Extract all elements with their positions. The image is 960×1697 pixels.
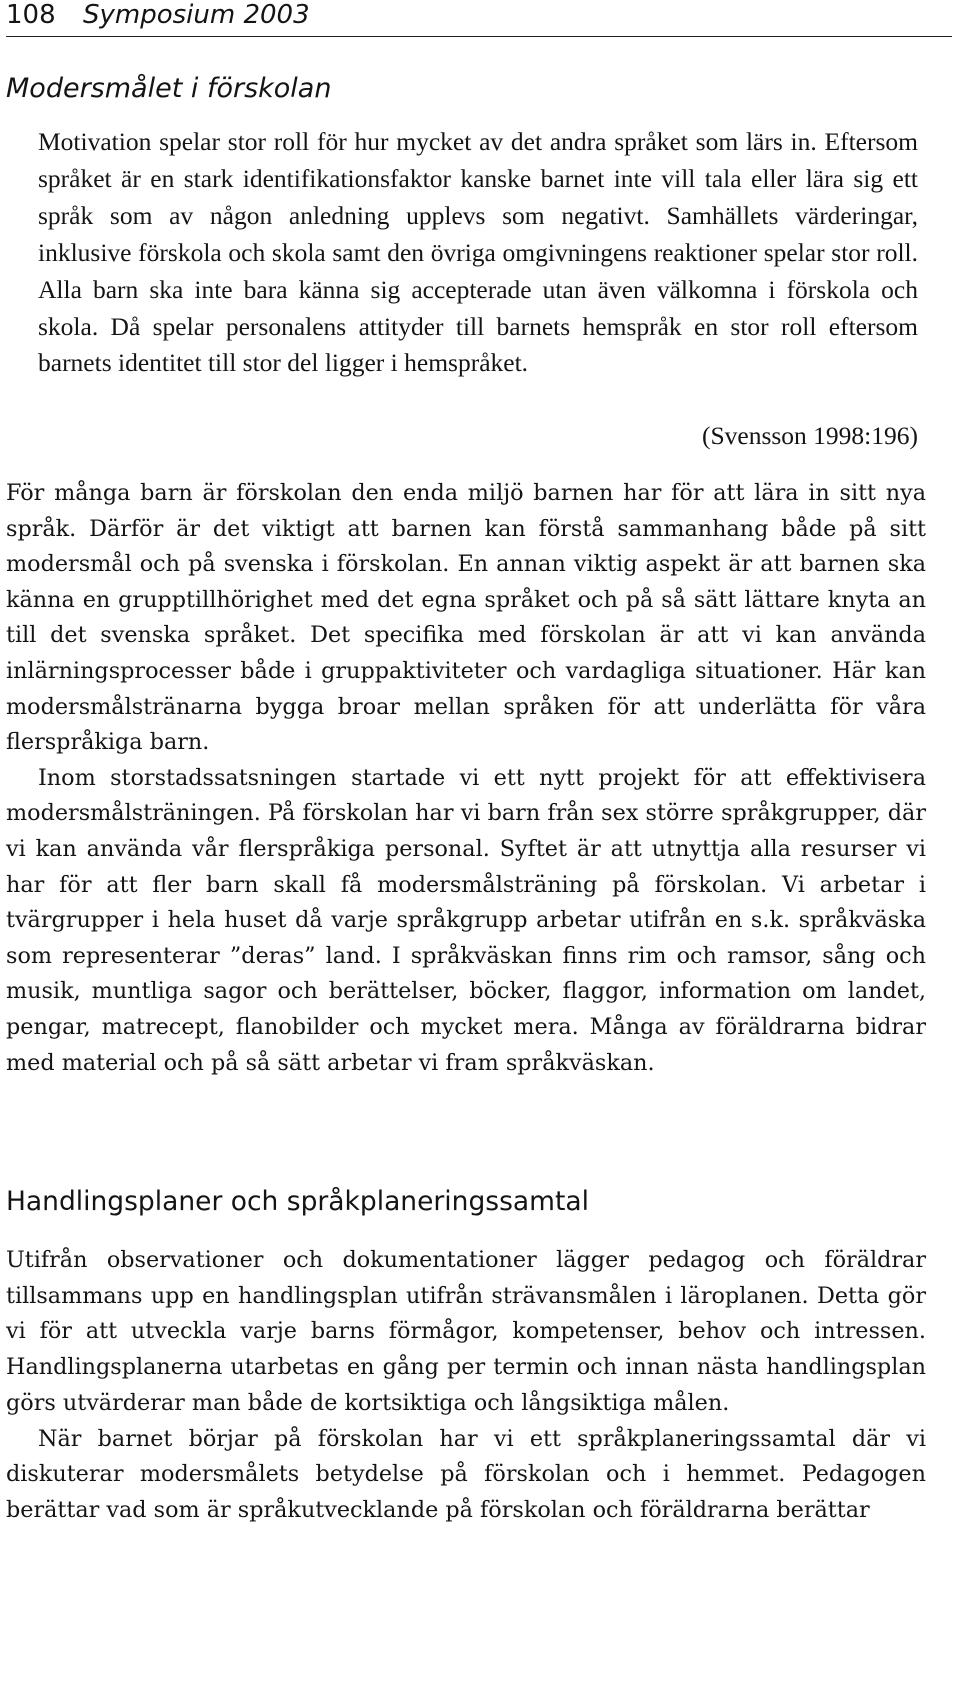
section-heading-modersmalet: Modersmålet i förskolan — [6, 73, 332, 104]
paragraph: Utifrån observationer och dokumentationer lägger pedagog och föräldrar tillsammans upp en handlingsplan utifrån strävansmålen i läroplanen. Detta gör vi för att utveckla varje barns förmågor, kompetenser, behov och intressen. Handlingsplanerna utarbetas en gång per termin och innan nästa handlingsplan görs utvärderar man både de kortsiktiga och långsiktiga målen. — [6, 1247, 926, 1416]
block-quote — [38, 124, 918, 382]
section2-body — [6, 1243, 926, 1529]
page-header — [6, 0, 952, 37]
quote-text: Motivation spelar stor roll för hur mycket av det andra språket som lärs in. Eftersom språket är en stark identifikationsfaktor kanske barnet inte vill tala eller lära sig ett språk som av någon anledning upplevs som negativt. Samhällets värderingar, inklusive förskola och skola samt den övriga omgivningens reaktioner spelar stor roll. Alla barn ska inte bara känna sig accepterade utan även välkomna i förskola och skola. Då spelar personalens attityder till barnets hemspråk en stor roll eftersom barnets identitet till stor del ligger i hemspråket. — [38, 127, 918, 378]
quote-citation: (Svensson 1998:196) — [701, 421, 918, 450]
paragraph: För många barn är förskolan den enda miljö barnen har för att lära in sitt nya språk. Därför är det viktigt att barnen kan förstå sammanhang både på sitt modersmål och på svenska i förskolan. En annan viktig aspekt är att barnen ska känna en grupptillhörighet med det egna språket och på så sätt lättare knyta an till det svenska språket. Det specifika med förskolan är att vi kan använda inlärningsprocesser både i gruppaktiviteter och vardagliga situationer. Här kan modersmålstränarna bygga broar mellan språken för att underlätta för våra flerspråkiga barn. — [6, 480, 926, 756]
paragraph: Inom storstadssatsningen startade vi ett nytt projekt för att effektivisera modersmålsträningen. På förskolan har vi barn från sex större språkgrupper, där vi kan använda vår flerspråkiga personal. Syftet är att utnyttja alla resurser vi har för att fler barn skall få modersmålsträning på förskolan. Vi arbetar i tvärgrupper i hela huset då varje språkgrupp arbetar utifrån en s.k. språkväska som representerar ”deras” land. I språkväskan finns rim och ramsor, sång och musik, muntliga sagor och berättelser, böcker, flaggor, information om landet, pengar, matrecept, flanobilder och mycket mera. Många av föräldrarna bidrar med material och på så sätt arbetar vi fram språkväskan. — [6, 764, 926, 1076]
paragraph: När barnet börjar på förskolan har vi ett språkplaneringssamtal där vi diskuterar modersmålets betydelse på förskolan och i hemmet. Pedagogen berättar vad som är språkutvecklande på förskolan och föräldrarna berättar — [6, 1425, 926, 1523]
section1-body — [6, 476, 926, 1081]
running-title: Symposium 2003 — [83, 0, 310, 30]
section-heading-handlingsplaner: Handlingsplaner och språkplaneringssamtal — [6, 1186, 589, 1217]
page-number: 108 — [6, 0, 56, 30]
